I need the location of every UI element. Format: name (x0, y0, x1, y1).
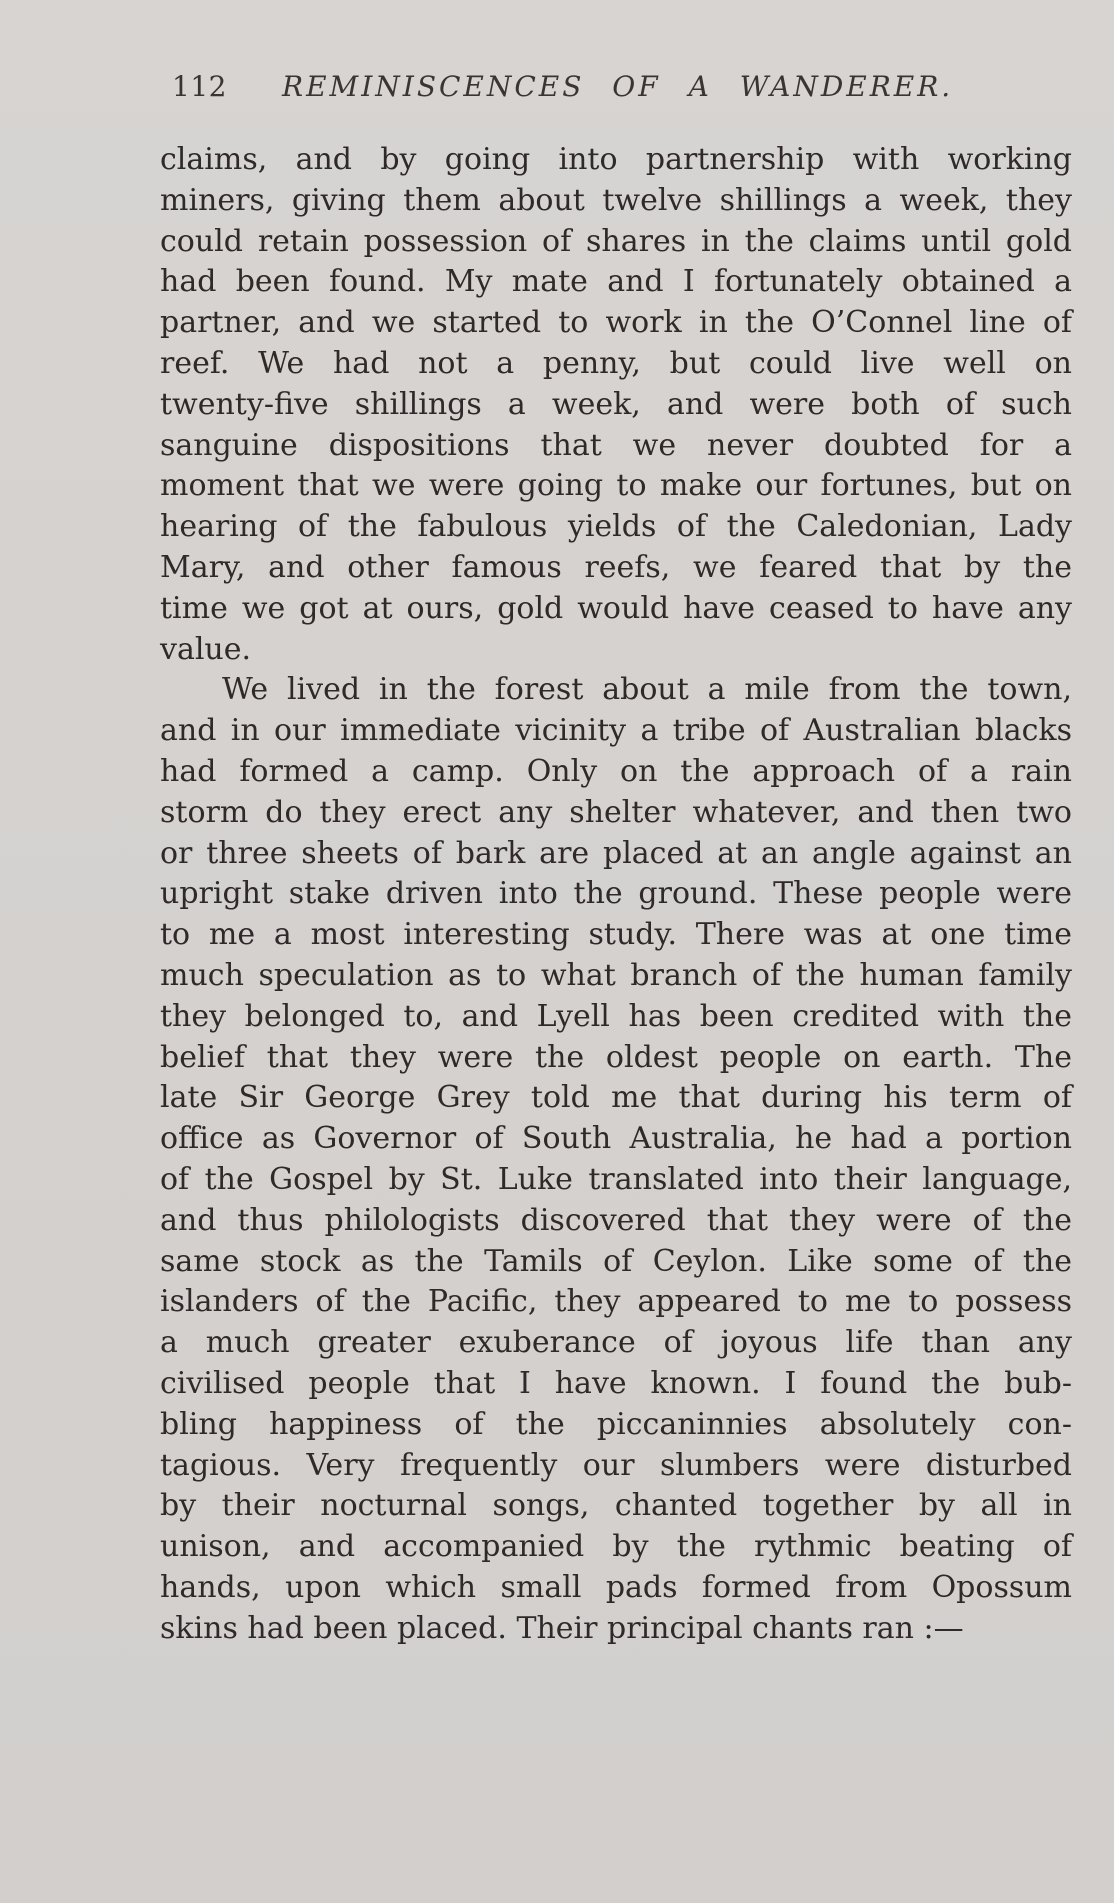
text-line: tagious. Very frequently our slumbers were disturbed (160, 1447, 1072, 1483)
text-line: upright stake driven into the ground. These people were (160, 876, 1072, 912)
text-line: bling happiness of the piccaninnies absolutely con- (160, 1406, 1072, 1442)
text-line: late Sir George Grey told me that during his term of (160, 1080, 1072, 1116)
page-number: 112 (172, 70, 227, 103)
text-line: they belonged to, and Lyell has been credited with the (160, 998, 1072, 1034)
text-line: We lived in the forest about a mile from the town, (222, 672, 1072, 708)
text-line: could retain possession of shares in the claims until gold (160, 223, 1072, 259)
text-line: moment that we were going to make our fortunes, but on (160, 468, 1072, 504)
running-title: REMINISCENCES OF A WANDERER. (282, 70, 954, 103)
paragraph-1 (160, 140, 1072, 670)
text-line: time we got at ours, gold would have ceased to have any (160, 590, 1072, 626)
text-line: miners, giving them about twelve shillings a week, they (160, 182, 1072, 218)
text-line: hands, upon which small pads formed from Opossum (160, 1569, 1072, 1605)
text-line: a much greater exuberance of joyous life than any (160, 1325, 1072, 1361)
text-line: belief that they were the oldest people on earth. The (160, 1039, 1072, 1075)
text-line: partner, and we started to work in the O’Connel line of (160, 305, 1072, 341)
text-line: unison, and accompanied by the rythmic beating of (160, 1529, 1072, 1565)
text-line: hearing of the fabulous yields of the Caledonian, Lady (160, 509, 1072, 545)
text-line: same stock as the Tamils of Ceylon. Like some of the (160, 1243, 1072, 1279)
text-line: had been found. My mate and I fortunately obtained a (160, 264, 1072, 300)
text-line: and thus philologists discovered that they were of the (160, 1202, 1072, 1238)
text-line: to me a most interesting study. There was at one time (160, 917, 1072, 953)
text-line: skins had been placed. Their principal chants ran :— (160, 1610, 964, 1646)
text-line: had formed a camp. Only on the approach of a rain (160, 753, 1072, 789)
text-line: and in our immediate vicinity a tribe of Australian blacks (160, 713, 1072, 749)
text-line: office as Governor of South Australia, he had a portion (160, 1121, 1072, 1157)
body-text (160, 140, 1072, 1649)
text-line: civilised people that I have known. I found the bub- (160, 1365, 1072, 1401)
text-line: reef. We had not a penny, but could live well on (160, 345, 1072, 381)
text-line: storm do they erect any shelter whatever, and then two (160, 794, 1072, 830)
text-line: or three sheets of bark are placed at an angle against an (160, 835, 1072, 871)
text-line: by their nocturnal songs, chanted together by all in (160, 1488, 1072, 1524)
paragraph-2 (160, 670, 1072, 1649)
text-line: claims, and by going into partnership with working (160, 142, 1072, 177)
text-line: Mary, and other famous reefs, we feared that by the (160, 549, 1072, 585)
text-line: sanguine dispositions that we never doubted for a (160, 427, 1072, 463)
text-line: of the Gospel by St. Luke translated into their language, (160, 1161, 1072, 1197)
text-line: twenty-five shillings a week, and were both of such (160, 386, 1072, 422)
text-line: islanders of the Pacific, they appeared to me to possess (160, 1284, 1072, 1320)
text-line: much speculation as to what branch of the human family (160, 957, 1072, 993)
text-line: value. (160, 631, 252, 667)
running-head (172, 70, 1012, 110)
